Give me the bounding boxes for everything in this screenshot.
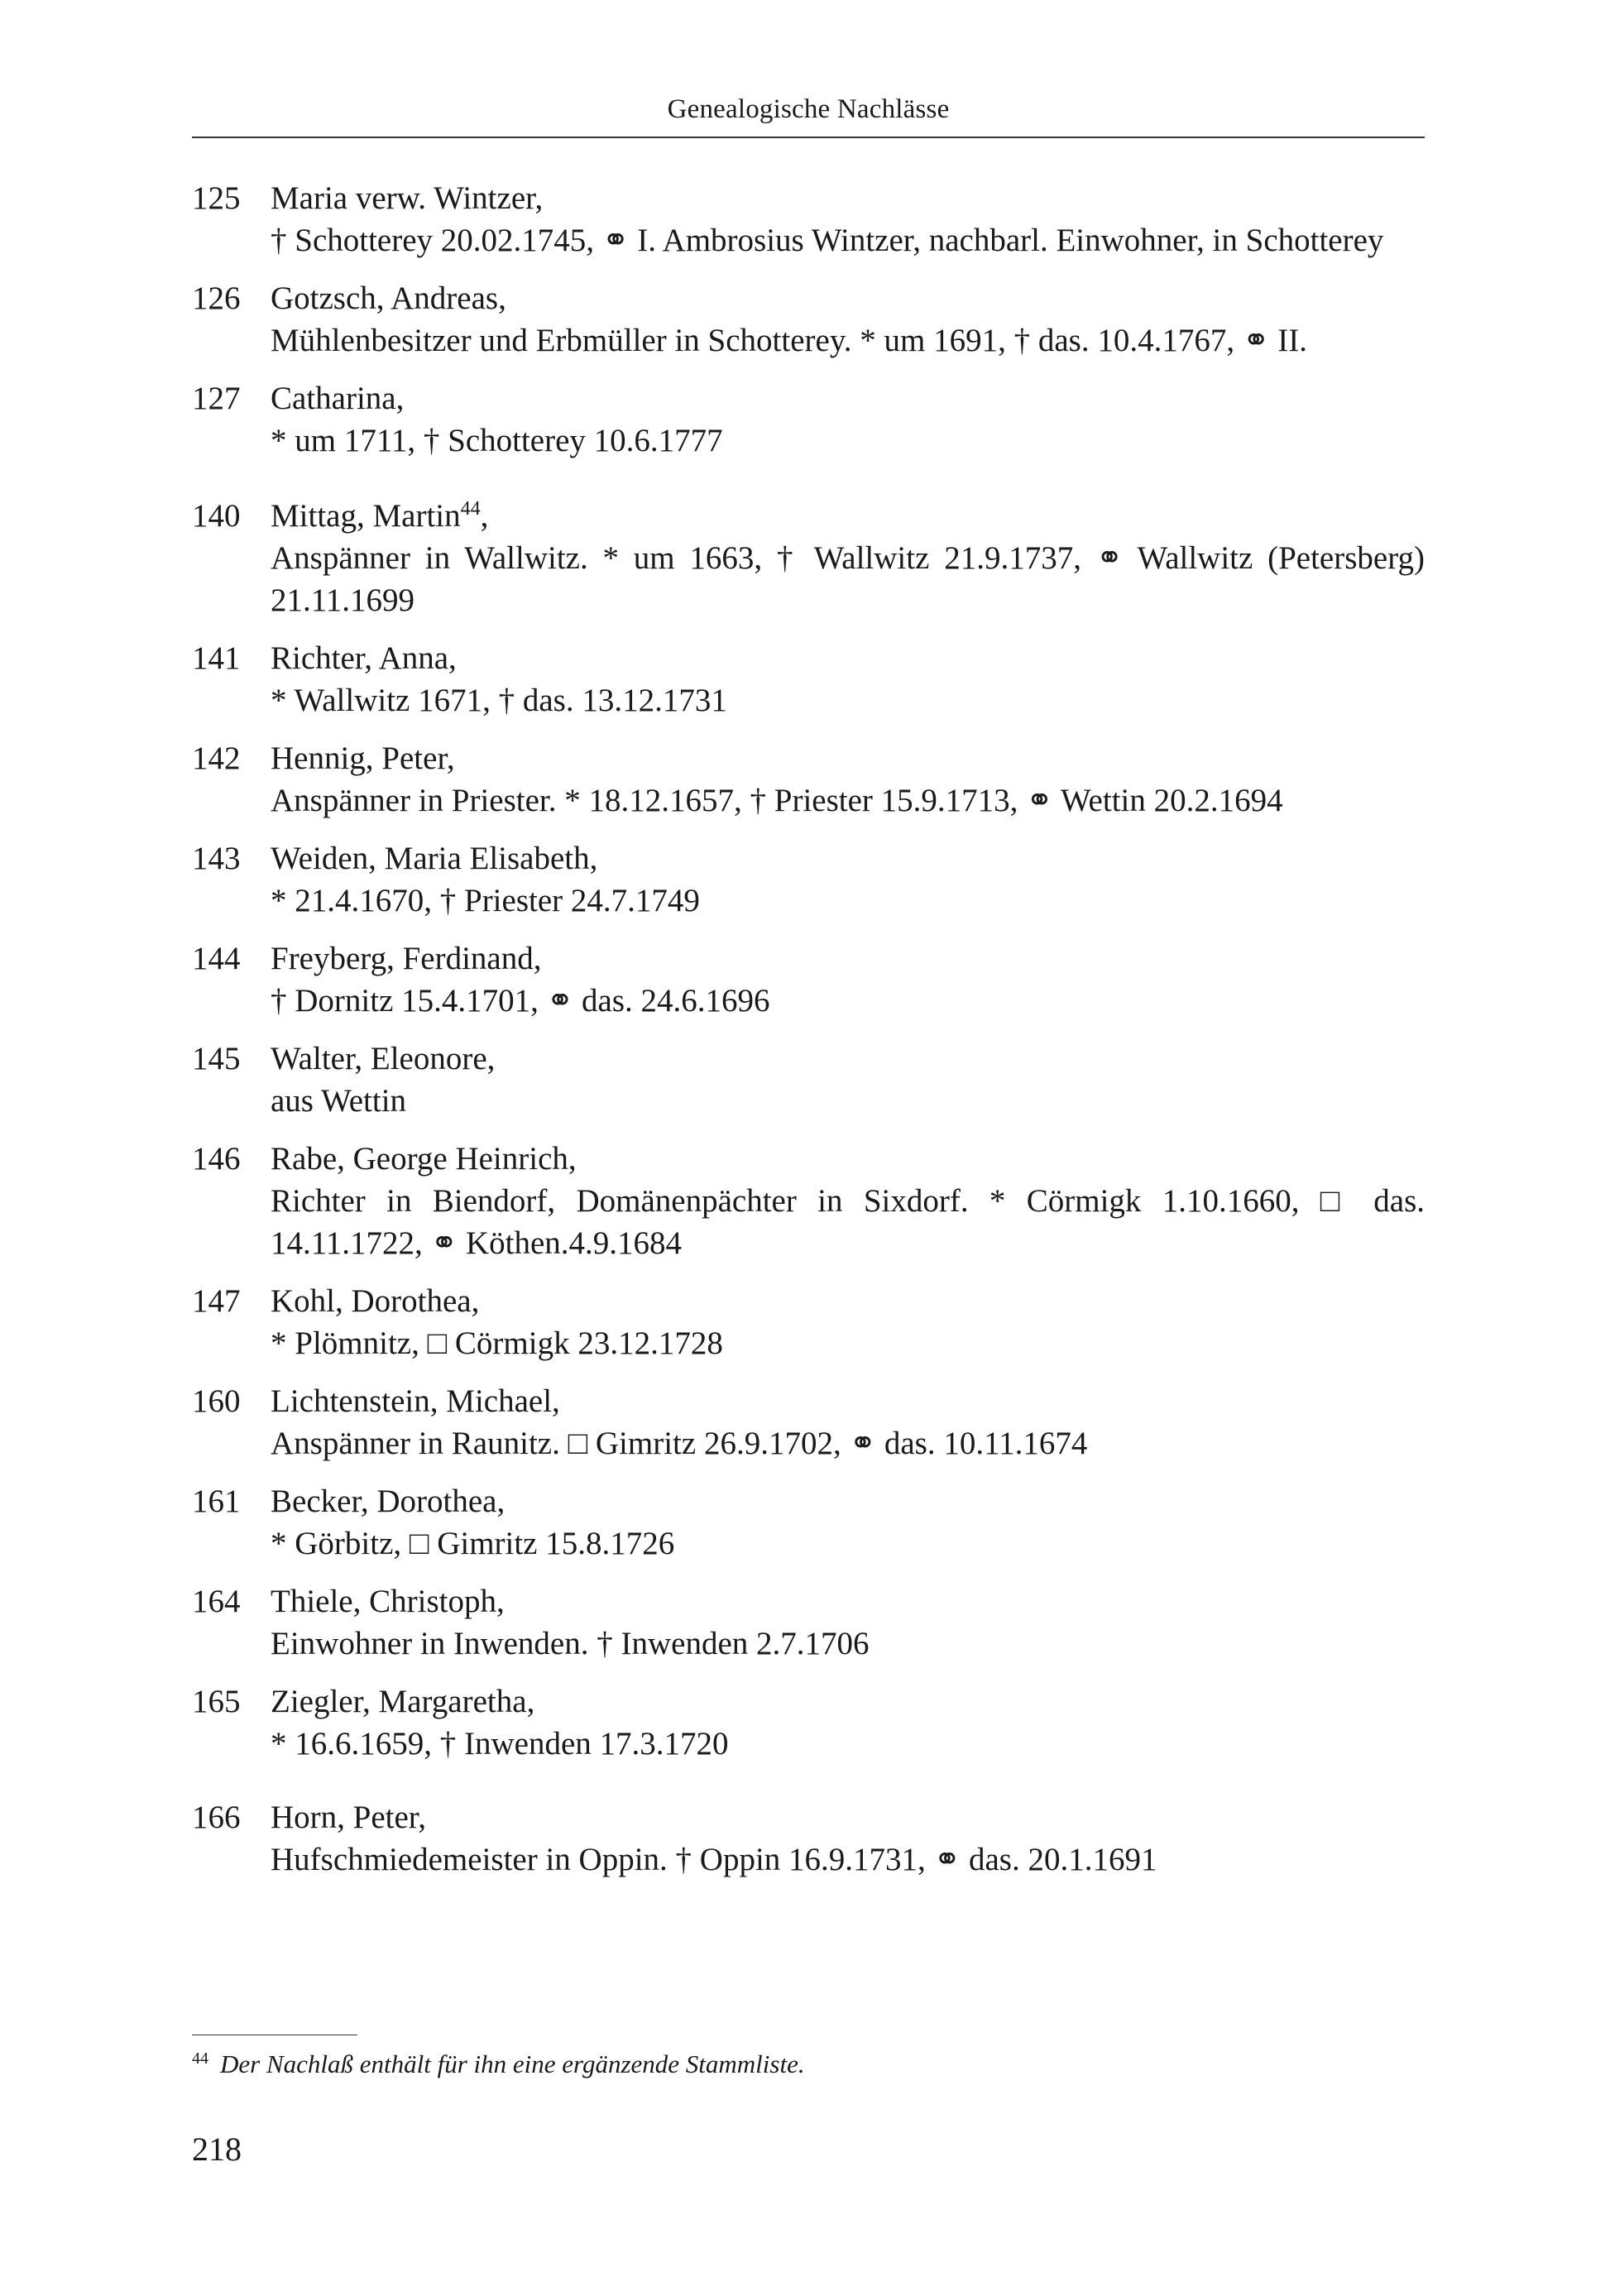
entry-name: Becker, Dorothea,: [271, 1484, 506, 1519]
entry-name: Lichtenstein, Michael,: [271, 1383, 560, 1419]
entry-number: 147: [192, 1283, 241, 1319]
entry-name: Kohl, Dorothea,: [271, 1283, 480, 1319]
genealogy-entry-144: [192, 937, 1425, 1022]
entry-number: 126: [192, 280, 241, 316]
footnote-text: Der Nachlaß enthält für ihn eine ergänzende Stammliste.: [220, 2049, 805, 2078]
entry-name: Hennig, Peter,: [271, 741, 455, 776]
entry-details: * Wallwitz 1671, † das. 13.12.1731: [271, 683, 727, 718]
genealogy-entry-143: [192, 837, 1425, 922]
page-number: 218: [192, 2131, 242, 2168]
entry-number: 143: [192, 841, 241, 876]
genealogy-entry-160: [192, 1380, 1425, 1464]
genealogy-entry-165: [192, 1680, 1425, 1765]
entry-number: 144: [192, 941, 241, 976]
entry-details: Richter in Biendorf, Domänenpächter in Sixdorf. * Cörmigk 1.10.1660, □ das. 14.11.1722, ⚭ Köthen.4.9.1684: [271, 1183, 1425, 1261]
genealogy-entry-147: [192, 1280, 1425, 1364]
entry-name: Freyberg, Ferdinand,: [271, 941, 542, 976]
entry-name-suffix: ,: [480, 498, 489, 534]
genealogy-entry-142: [192, 737, 1425, 822]
entry-list: [192, 177, 1425, 1881]
entry-name-text: Mittag, Martin: [271, 498, 461, 534]
entry-details: * Görbitz, □ Gimritz 15.8.1726: [271, 1526, 675, 1561]
entry-details: * 21.4.1670, † Priester 24.7.1749: [271, 883, 700, 918]
genealogy-entry-141: [192, 637, 1425, 721]
genealogy-entry-125: [192, 177, 1425, 261]
entry-number: 145: [192, 1041, 241, 1076]
entry-number: 142: [192, 741, 241, 776]
entry-number: 140: [192, 498, 241, 534]
entry-name: Rabe, George Heinrich,: [271, 1141, 577, 1177]
entry-name: Weiden, Maria Elisabeth,: [271, 841, 598, 876]
entry-number: 141: [192, 640, 241, 676]
entry-details: * um 1711, † Schotterey 10.6.1777: [271, 423, 723, 458]
entry-details: † Schotterey 20.02.1745, ⚭ I. Ambrosius Wintzer, nachbarl. Einwohner, in Schotterey: [271, 223, 1384, 258]
entry-details: Einwohner in Inwenden. † Inwenden 2.7.1706: [271, 1626, 870, 1661]
genealogy-entry-127: [192, 377, 1425, 462]
entry-details: Anspänner in Raunitz. □ Gimritz 26.9.1702, ⚭ das. 10.11.1674: [271, 1426, 1088, 1461]
footnote-mark: 44: [192, 2049, 208, 2068]
entry-details: aus Wettin: [271, 1083, 407, 1119]
entry-name: Thiele, Christoph,: [271, 1584, 505, 1619]
entry-name: Catharina,: [271, 381, 405, 416]
footnote: [192, 2049, 1425, 2080]
entry-number: 165: [192, 1684, 241, 1719]
entry-number: 146: [192, 1141, 241, 1177]
genealogy-entry-126: [192, 277, 1425, 362]
entry-number: 164: [192, 1584, 241, 1619]
entry-details: Hufschmiedemeister in Oppin. † Oppin 16.9.1731, ⚭ das. 20.1.1691: [271, 1842, 1157, 1877]
entry-name: Maria verw. Wintzer,: [271, 180, 544, 216]
entry-number: 127: [192, 381, 241, 416]
genealogy-entry-140: [192, 495, 1425, 621]
entry-details: Mühlenbesitzer und Erbmüller in Schotterey. * um 1691, † das. 10.4.1767, ⚭ II.: [271, 323, 1308, 358]
entry-name: Richter, Anna,: [271, 640, 457, 676]
footnote-reference: 44: [460, 498, 481, 520]
genealogy-entry-164: [192, 1580, 1425, 1665]
entry-name: [271, 495, 1425, 537]
entry-name: Gotzsch, Andreas,: [271, 280, 506, 316]
genealogy-entry-146: [192, 1138, 1425, 1264]
entry-details: Anspänner in Priester. * 18.12.1657, † Priester 15.9.1713, ⚭ Wettin 20.2.1694: [271, 783, 1283, 818]
running-header: Genealogische Nachlässe: [667, 94, 950, 124]
entry-name: Walter, Eleonore,: [271, 1041, 496, 1076]
entry-details: * 16.6.1659, † Inwenden 17.3.1720: [271, 1726, 729, 1762]
entry-number: 125: [192, 180, 241, 216]
genealogy-entry-166: [192, 1796, 1425, 1881]
entry-details: * Plömnitz, □ Cörmigk 23.12.1728: [271, 1325, 723, 1361]
genealogy-entry-145: [192, 1038, 1425, 1122]
genealogy-entry-161: [192, 1480, 1425, 1565]
entry-details: Anspänner in Wallwitz. * um 1663, † Wallwitz 21.9.1737, ⚭ Wallwitz (Petersberg) 21.11.1699: [271, 540, 1425, 618]
entry-name: Horn, Peter,: [271, 1800, 426, 1835]
entry-number: 161: [192, 1484, 241, 1519]
entry-details: † Dornitz 15.4.1701, ⚭ das. 24.6.1696: [271, 983, 770, 1019]
entry-name: Ziegler, Margaretha,: [271, 1684, 535, 1719]
header-rule: [192, 137, 1425, 138]
entry-number: 160: [192, 1383, 241, 1419]
entry-number: 166: [192, 1800, 241, 1835]
